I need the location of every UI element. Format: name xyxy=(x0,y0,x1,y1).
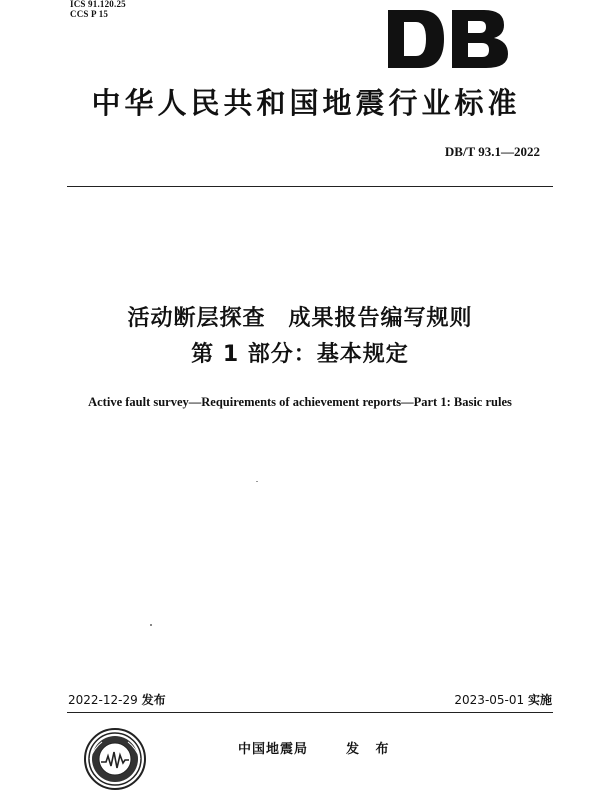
ics-code: ICS 91.120.25 xyxy=(70,0,126,9)
bottom-divider xyxy=(67,712,553,713)
scan-speck xyxy=(150,624,152,626)
implementation-date xyxy=(454,692,552,708)
issue-date-value: 2022-12-29 xyxy=(68,693,138,707)
implementation-date-value: 2023-05-01 xyxy=(454,693,525,707)
document-title-line1: 活动断层探查 成果报告编写规则 xyxy=(127,306,473,331)
issuer-action: 发 布 xyxy=(346,742,395,757)
document-title-english: Active fault survey—Requirements of achievement reports—Part 1: Basic rules xyxy=(88,395,512,409)
issue-date-suffix: 发布 xyxy=(141,693,166,707)
issue-date xyxy=(68,692,166,708)
issuer-name: 中国地震局 xyxy=(238,742,309,757)
document-title-line2: 第 1 部分：基本规定 xyxy=(191,342,409,367)
implementation-date-suffix: 实施 xyxy=(527,693,552,707)
ccs-code: CCS P 15 xyxy=(70,9,109,19)
seismic-bureau-emblem-icon xyxy=(84,728,146,790)
db-logo-icon xyxy=(388,10,508,68)
standard-number: DB/T 93.1—2022 xyxy=(444,144,540,159)
scan-speck xyxy=(256,481,258,482)
top-divider xyxy=(67,186,553,187)
standard-category-title: 中华人民共和国地震行业标准 xyxy=(91,86,521,120)
